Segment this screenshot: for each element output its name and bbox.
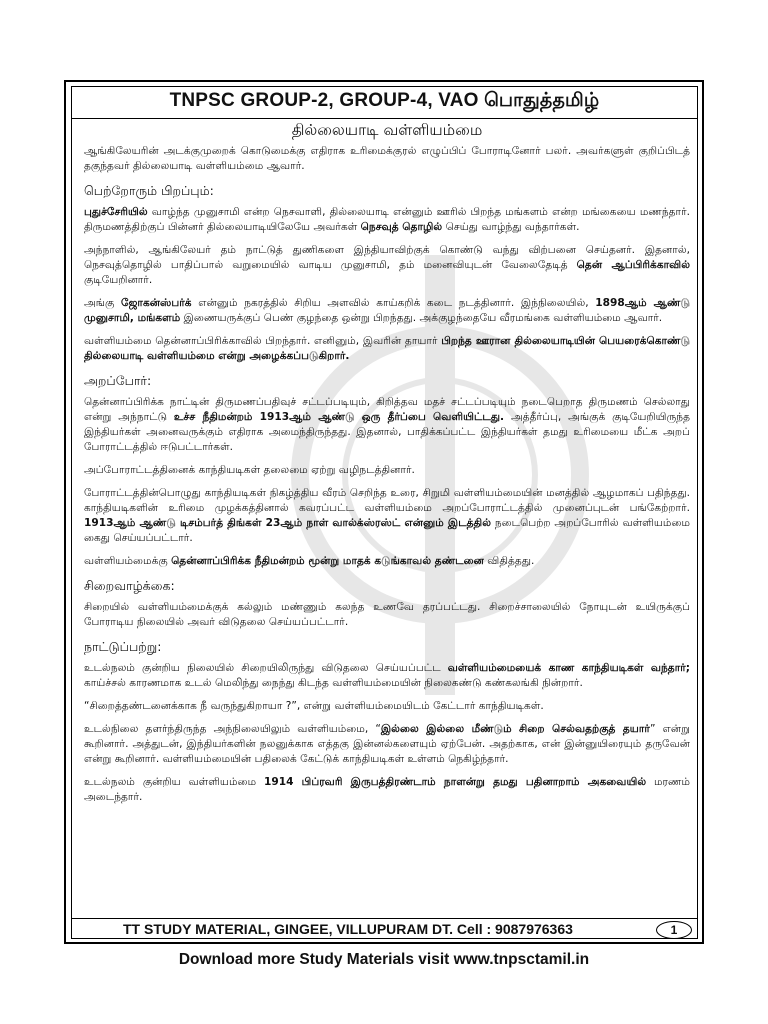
paragraph: அங்கு ஜோகன்ஸ்பர்க் என்னும் நகரத்தில் சிறிய அளவில் காய்கறிக் கடை நடத்தினார். இந்நிலையில், 1898ஆம் ஆண்டு முனுசாமி, மங்களம் இணையருக்குப் பெண் குழந்தை ஒன்று பிறந்தது. அக்குழந்தையே வீரமங்கை வள்ளியம்மை ஆவார். <box>84 297 690 324</box>
section-heading-prison: சிறைவாழ்க்கை: <box>84 578 175 593</box>
paragraph: வள்ளியம்மை தென்னாப்பிரிக்காவில் பிறந்தார். எனினும், இவரின் தாயார் பிறந்த ஊரான தில்லையாடியின் பெயரைக்கொண்டு தில்லையாடி வள்ளியம்மை என்று அழைக்கப்படுகிறார். <box>84 335 690 362</box>
paragraph: உடல்நலம் குன்றிய வள்ளியம்மை 1914 பிப்ரவரி இருபத்திரண்டாம் நாளன்று தமது பதினாறாம் அகவையில் மரணம் அடைந்தார். <box>84 776 690 803</box>
intro-paragraph: ஆங்கிலேயரின் அடக்குமுறைக் கொடுமைக்கு எதிராக உரிமைக்குரல் எழுப்பிப் போராடினோர் பலர். அவர்களுள் குறிப்பிடத் தகுந்தவர் தில்லையாடி வள்ளியம்மை ஆவார். <box>84 145 690 172</box>
section-heading-struggle: அறப்போர்: <box>84 373 152 388</box>
paragraph: தென்னாப்பிரிக்க நாட்டின் திருமணப்பதிவுச் சட்டப்படியும், கிறித்தவ மதச் சட்டப்படியும் நடைபெறாத திருமணம் செல்லாது என்று அந்நாட்டு உச்ச நீதிமன்றம் 1913ஆம் ஆண்டு ஒரு தீர்ப்பை வெளியிட்டது. அத்தீர்ப்பு, அங்குக் குடியேறியிருந்த இந்தியர்கள் அனைவருக்கும் எதிராக அமைந்திருந்தது. இதனால், பாதிக்கப்பட்ட இந்தியர்கள் தமது உரிமையை மீட்க அறப் போராட்டத்தில் ஈடுபட்டார்கள். <box>84 396 690 453</box>
download-note: Download more Study Materials visit www.tnpsctamil.in <box>178 951 590 968</box>
paragraph: புதுச்சேரியில் வாழ்ந்த முனுசாமி என்ற நெசவாளி, தில்லையாடி என்னும் ஊரில் பிறந்த மங்களம் என்ற மங்கையை மணந்தார். திருமணத்திற்குப் பின்னர் தில்லையாடியிலேயே அவர்கள் நெசவுத் தொழில் செய்து வாழ்ந்து வந்தார்கள். <box>84 206 690 233</box>
paragraph: வள்ளியம்மைக்கு தென்னாப்பிரிக்க நீதிமன்றம் மூன்று மாதக் கடுங்காவல் தண்டனை விதித்தது. <box>84 555 535 567</box>
section-heading-birth: பெற்றோரும் பிறப்பும்: <box>84 183 214 198</box>
page-title: தில்லையாடி வள்ளியம்மை <box>291 121 483 139</box>
paragraph: அந்நாளில், ஆங்கிலேயர் தம் நாட்டுத் துணிகளை இந்தியாவிற்குக் கொண்டு வந்து விற்பனை செய்தனர். இதனால், நெசவுத்தொழில் பாதிப்பால் வறுமையில் வாடிய முனுசாமி, தம் மனைவியுடன் வேலைதேடித் தென் ஆப்பிரிக்காவில் குடியேறினார். <box>84 244 690 286</box>
paragraph: “சிறைத்தண்டனைக்காக நீ வருந்துகிறாயா ?”, என்று வள்ளியம்மையிடம் கேட்டார் காந்தியடிகள். <box>84 700 544 712</box>
paragraph: உடல்நிலை தளர்ந்திருந்த அந்நிலையிலும் வள்ளியம்மை, “இல்லை இல்லை மீண்டும் சிறை செல்வதற்குத் தயார்” என்று கூறினார். அத்துடன், இந்தியர்களின் நலனுக்காக எத்தகு இன்னல்களையும் ஏற்பேன். அதற்காக, என் இன்னுயிரையும் தருவேன் என்று கூறினார். வள்ளியம்மையின் பதிலைக் கேட்டுக் காந்தியடிகள் உள்ளம் நெகிழ்ந்தார். <box>84 723 690 765</box>
paragraph: அப்போராட்டத்தினைக் காந்தியடிகள் தலைமை ஏற்று வழிநடத்தினார். <box>84 464 415 476</box>
page-number-badge: 1 <box>656 921 692 939</box>
header-bar <box>71 86 698 119</box>
footer-bar <box>71 918 698 939</box>
header-title: TNPSC GROUP-2, GROUP-4, VAO பொதுத்தமிழ் <box>169 90 600 111</box>
section-heading-patriotism: நாட்டுப்பற்று: <box>84 639 162 654</box>
footer-text: TT STUDY MATERIAL, GINGEE, VILLUPURAM DT. Cell : 9087976363 <box>123 921 573 937</box>
main-content <box>84 119 690 917</box>
paragraph: சிறையில் வள்ளியம்மைக்குக் கல்லும் மண்ணும் கலந்த உணவே தரப்பட்டது. சிறைச்சாலையில் நோயுடன் உயிருக்குப் போராடிய நிலையில் அவர் விடுதலை செய்யப்பட்டார். <box>84 601 690 628</box>
paragraph: உடல்நலம் குன்றிய நிலையில் சிறையிலிருந்து விடுதலை செய்யப்பட்ட வள்ளியம்மையைக் காண காந்தியடிகள் வந்தார்; காய்ச்சல் காரணமாக உடல் மெலிந்து நைந்து கிடந்த வள்ளியம்மையின் நிலைகண்டு கண்கலங்கி நின்றார். <box>84 662 690 689</box>
paragraph: போராட்டத்தின்பொழுது காந்தியடிகள் நிகழ்த்திய வீரம் செறிந்த உரை, சிறுமி வள்ளியம்மையின் மனத்தில் ஆழமாகப் பதிந்தது. காந்தியடிகளின் உரிமை முழக்கத்தினால் கவரப்பட்ட வள்ளியம்மை அறப்போராட்டத்தில் முனைப்புடன் பங்கேற்றார். 1913ஆம் ஆண்டு டிசம்பர்த் திங்கள் 23ஆம் நாள் வால்க்ஸ்ரஸ்ட் என்னும் இடத்தில் நடைபெற்ற அறப்போரில் வள்ளியம்மை கைது செய்யப்பட்டார். <box>84 487 690 544</box>
